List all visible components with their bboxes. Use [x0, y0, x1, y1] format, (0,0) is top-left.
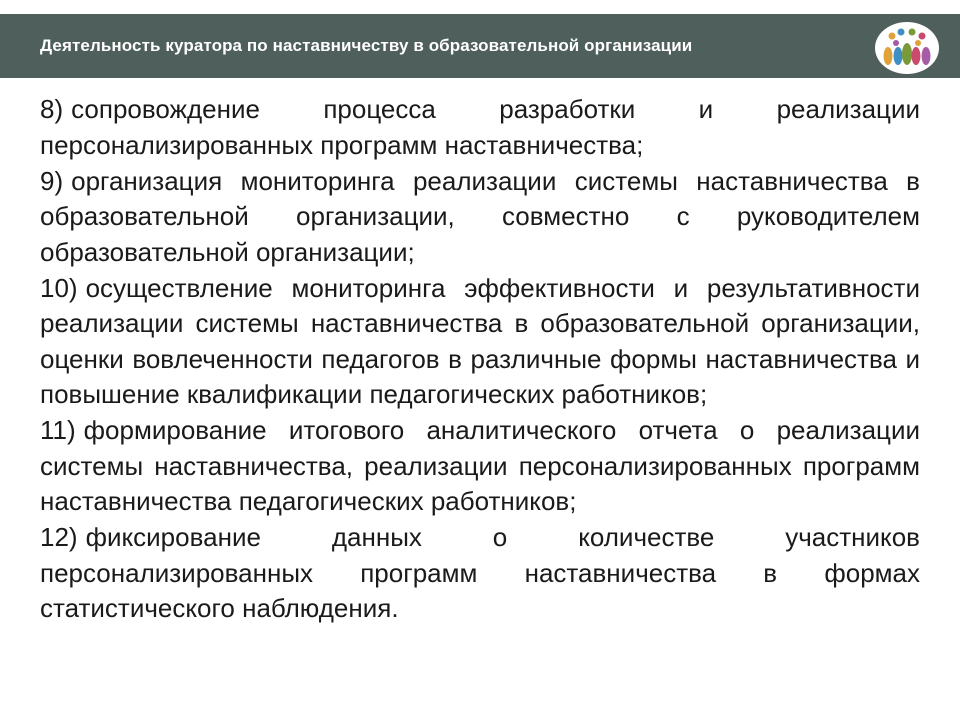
logo-dot — [915, 40, 921, 46]
page-title: Деятельность куратора по наставничеству в образовательной организации — [40, 36, 693, 55]
list-item-number: 9) — [40, 165, 64, 196]
logo-figure — [884, 47, 893, 65]
content-list — [40, 92, 920, 627]
list-item-number: 11) — [40, 415, 76, 445]
list-item-text: осуществление мониторинга эффективности и результативности реализации системы наставничества в образовательной организации, оценки вовлеченности педагогов в различные формы наставничества и повышение квалификации педагогических работников; — [40, 272, 920, 409]
logo-dot — [889, 33, 896, 40]
list-item — [40, 164, 920, 271]
logo-dot — [909, 29, 916, 36]
logo-figure — [912, 47, 921, 65]
logo-dot — [893, 40, 899, 46]
list-item-text: формирование итогового аналитического отчета о реализации системы наставничества, реализации персонализированных программ наставничества педагогических работников; — [40, 415, 920, 516]
logo-figure — [922, 47, 931, 65]
people-dots-logo-icon — [872, 20, 942, 76]
list-item-number: 10) — [40, 272, 78, 303]
logo-figure — [894, 47, 903, 65]
list-item — [40, 271, 920, 413]
list-item-text: фиксирование данных о количестве участников персонализированных программ наставничества в формах статистического наблюдения. — [40, 522, 920, 623]
list-item-number: 12) — [40, 522, 78, 552]
list-item-number: 8) — [40, 94, 64, 124]
list-item — [40, 520, 920, 627]
list-item-text: организация мониторинга реализации системы наставничества в образовательной организации, совместно с руководителем образовательной организации; — [40, 165, 920, 267]
list-item-text: сопровождение процесса разработки и реализации персонализированных программ наставничества; — [40, 94, 920, 160]
header-bar — [0, 14, 960, 78]
logo-dot — [898, 29, 905, 36]
list-item — [40, 413, 920, 520]
logo-figure — [902, 43, 912, 65]
logo-dot — [919, 33, 926, 40]
list-item — [40, 92, 920, 163]
